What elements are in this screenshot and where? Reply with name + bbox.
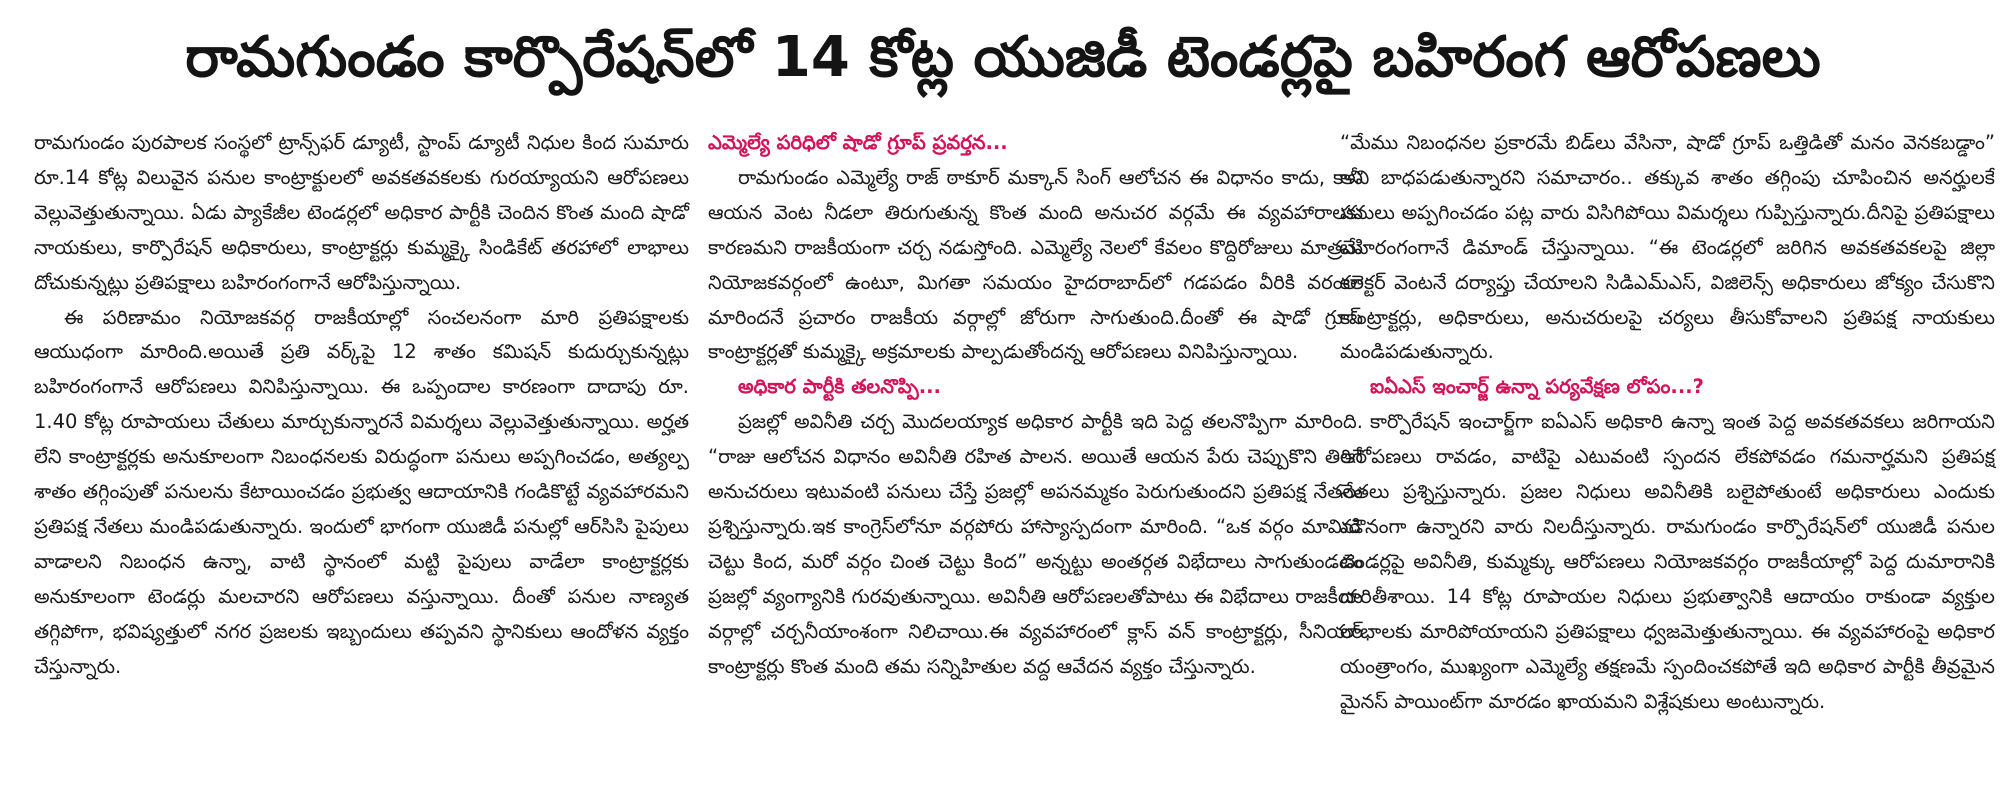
section-subheading: ఐఏఎస్ ఇంచార్జ్ ఉన్నా పర్యవేక్షణ లోపం...?	[1370, 375, 1704, 399]
paragraph: “మేము నిబంధనల ప్రకారమే బిడ్‌లు వేసినా, షాడో గ్రూప్ ఒత్తిడితో మనం వెనకబడ్డాం” అని బాధపడుతున్నారని సమాచారం.. తక్కువ శాతం తగ్గింపు చూపించిన అనర్హులకే పనులు అప్పగించడం పట్ల వారు విసిగిపోయి విమర్శలు గుప్పిస్తున్నారు.దీనిపై ప్రతిపక్షాలు బహిరంగంగానే డిమాండ్ చేస్తున్నాయి. “ఈ టెండర్లలో జరిగిన అవకతవకలపై జిల్లా కలెక్టర్ వెంటనే దర్యాప్తు చేయాలని సిడిఎమ్‌ఎస్, విజిలెన్స్ అధికారులు జోక్యం చేసుకొని కాంట్రాక్టర్లు, అధికారులు, అనుచరులపై చర్యలు తీసుకోవాలని ప్రతిపక్ష నాయకులు మండిపడుతున్నారు.	[1340, 131, 1995, 364]
article-column-3	[1340, 126, 1995, 719]
article-column-1	[34, 126, 689, 685]
section-subheading: అధికార పార్టీకి తలనొప్పి...	[738, 375, 941, 399]
paragraph: ప్రజల్లో అవినీతి చర్చ మొదలయ్యాక అధికార పార్టీకి ఇది పెద్ద తలనొప్పిగా మారింది. “రాజు ఆలోచన విధానం అవినీతి రహిత పాలన. అయితే ఆయన పేరు చెప్పుకొని తిరిగే అనుచరులు ఇటువంటి పనులు చేస్తే ప్రజల్లో అపనమ్మకం పెరుగుతుందని ప్రతిపక్ష నేతలు ప్రశ్నిస్తున్నారు.ఇక కాంగ్రెస్‌లోనూ వర్గపోరు హాస్యాస్పదంగా మారింది. “ఒక వర్గం మామిడి చెట్టు కింద, మరో వర్గం చింత చెట్టు కింద” అన్నట్టు అంతర్గత విభేదాలు సాగుతుండడం ప్రజల్లో వ్యంగ్యానికి గురవుతున్నాయి. అవినీతి ఆరోపణలతోపాటు ఈ విభేదాలు రాజకీయ వర్గాల్లో చర్చనీయాంశంగా నిలిచాయి.ఈ వ్యవహారంలో క్లాస్ వన్ కాంట్రాక్టర్లు, సీనియర్ కాంట్రాక్టర్లు కొంత మంది తమ సన్నిహితుల వద్ద ఆవేదన వ్యక్తం చేస్తున్నారు.	[708, 410, 1363, 678]
paragraph: రామగుండం పురపాలక సంస్థలో ట్రాన్స్‌ఫర్ డ్యూటీ, స్టాంప్ డ్యూటీ నిధుల కింద సుమారు రూ.14 కోట్ల విలువైన పనుల కాంట్రాక్టులలో అవకతవకలకు గురయ్యాయని ఆరోపణలు వెల్లువెత్తుతున్నాయి. ఏడు ప్యాకేజీల టెండర్లలో అధికార పార్టీకి చెందిన కొంత మంది షాడో నాయకులు, కార్పొరేషన్ అధికారులు, కాంట్రాక్టర్లు కుమ్మక్కై సిండికేట్ తరహాలో లాభాలు దోచుకున్నట్లు ప్రతిపక్షాలు బహిరంగంగానే ఆరోపిస్తున్నాయి.	[34, 131, 689, 294]
paragraph: కార్పొరేషన్ ఇంచార్జ్‌గా ఐఏఎస్ అధికారి ఉన్నా ఇంత పెద్ద అవకతవకలు జరిగాయని ఆరోపణలు రావడం, వాటిపై ఎటువంటి స్పందన లేకపోవడం గమనార్హమని ప్రతిపక్ష నేతలు ప్రశ్నిస్తున్నారు. ప్రజల నిధులు అవినీతికి బలైపోతుంటే అధికారులు ఎందుకు మౌనంగా ఉన్నారని వారు నిలదీస్తున్నారు. రామగుండం కార్పొరేషన్‌లో యుజిడీ పనుల టెండర్లపై అవినీతి, కుమ్మక్కు ఆరోపణలు నియోజకవర్గం రాజకీయాల్లో పెద్ద దుమారానికి దారితీశాయి. 14 కోట్ల రూపాయల నిధులు ప్రభుత్వానికి ఆదాయం రాకుండా వ్యక్తుల లాభాలకు మారిపోయాయని ప్రతిపక్షాలు ధ్వజమెత్తుతున్నాయి. ఈ వ్యవహారంపై అధికార యంత్రాంగం, ముఖ్యంగా ఎమ్మెల్యే తక్షణమే స్పందించకపోతే ఇది అధికార పార్టీకి తీవ్రమైన మైనస్ పాయింట్‌గా మారడం ఖాయమని విశ్లేషకులు అంటున్నారు.	[1340, 410, 1995, 713]
section-subheading: ఎమ్మెల్యే పరిధిలో షాడో గ్రూప్ ప్రవర్తన...	[708, 131, 1008, 154]
paragraph: ఈ పరిణామం నియోజకవర్గ రాజకీయాల్లో సంచలనంగా మారి ప్రతిపక్షాలకు ఆయుధంగా మారింది.అయితే ప్రతి వర్క్‌పై 12 శాతం కమిషన్ కుదుర్చుకున్నట్లు బహిరంగంగానే ఆరోపణలు వినిపిస్తున్నాయి. ఈ ఒప్పందాల కారణంగా దాదాపు రూ. 1.40 కోట్ల రూపాయలు చేతులు మార్చుకున్నారనే విమర్శలు వెల్లువెత్తుతున్నాయి. అర్హత లేని కాంట్రాక్టర్లకు అనుకూలంగా నిబంధనలకు విరుద్ధంగా పనులు అప్పగించడం, అత్యల్ప శాతం తగ్గింపుతో పనులను కేటాయించడం ప్రభుత్వ ఆదాయానికి గండికొట్టే వ్యవహారమని ప్రతిపక్ష నేతలు మండిపడుతున్నారు. ఇందులో భాగంగా యుజిడీ పనుల్లో ఆర్‌సిసి పైపులు వాడాలని నిబంధన ఉన్నా, వాటి స్థానంలో మట్టి పైపులు వాడేలా కాంట్రాక్టర్లకు అనుకూలంగా టెండర్లు మలచారని ఆరోపణలు వస్తున్నాయి. దీంతో పనుల నాణ్యత తగ్గిపోగా, భవిష్యత్తులో నగర ప్రజలకు ఇబ్బందులు తప్పవని స్థానికులు ఆందోళన వ్యక్తం చేస్తున్నారు.	[34, 305, 689, 678]
article-column-2	[708, 126, 1363, 685]
headline: రామగుండం కార్పొరేషన్‌లో 14 కోట్ల యుజిడీ టెండర్లపై బహిరంగ ఆరోపణలు	[185, 25, 1821, 90]
paragraph: రామగుండం ఎమ్మెల్యే రాజ్ ఠాకూర్ మక్కాన్ సింగ్ ఆలోచన ఈ విధానం కాదు, కానీ ఆయన వెంట నీడలా తిరుగుతున్న కొంత మంది అనుచర వర్గమే ఈ వ్యవహారాలకు కారణమని రాజకీయంగా చర్చ నడుస్తోంది. ఎమ్మెల్యే నెలలో కేవలం కొద్దిరోజులు మాత్రమే నియోజకవర్గంలో ఉంటూ, మిగతా సమయం హైదరాబాద్‌లో గడపడం వీరికి వరంలా మారిందనే ప్రచారం రాజకీయ వర్గాల్లో జోరుగా సాగుతుంది.దీంతో ఈ షాడో గ్రూప్ కాంట్రాక్టర్లతో కుమ్మక్కై అక్రమాలకు పాల్పడుతోందన్న ఆరోపణలు వినిపిస్తున్నాయి.	[708, 165, 1363, 364]
